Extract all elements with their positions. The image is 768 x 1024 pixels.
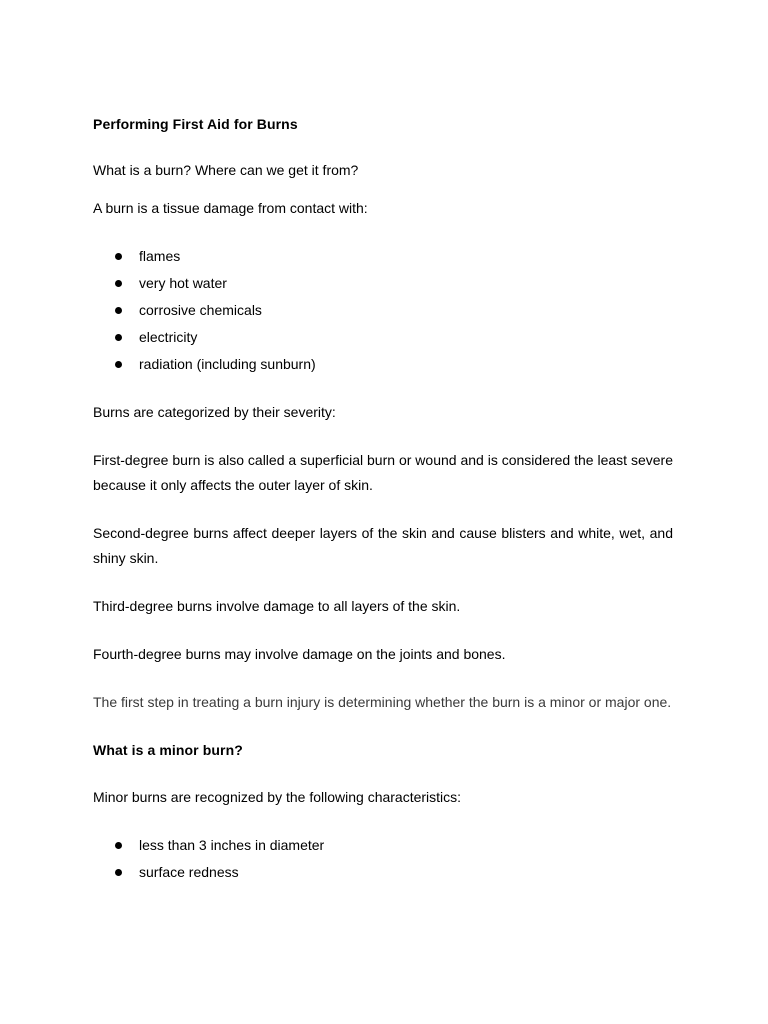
first-step-paragraph: The first step in treating a burn injury is determining whether the burn is a minor or major one. [93, 694, 672, 710]
minor-burn-heading: What is a minor burn? [93, 742, 243, 758]
burn-causes-list [93, 243, 673, 378]
list-item-text: corrosive chemicals [139, 302, 262, 318]
third-degree-paragraph: Third-degree burns involve damage to all layers of the skin. [93, 598, 461, 614]
list-item-text: electricity [139, 329, 198, 345]
list-item [93, 859, 673, 886]
list-item-text: very hot water [139, 275, 227, 291]
bullet-icon [115, 280, 122, 287]
categorized-text: Burns are categorized by their severity: [93, 404, 336, 420]
list-item [93, 832, 673, 859]
list-item-text: less than 3 inches in diameter [139, 837, 325, 853]
bullet-icon [115, 253, 122, 260]
document-page [93, 112, 673, 886]
bullet-icon [115, 307, 122, 314]
burn-question: What is a burn? Where can we get it from? [93, 162, 359, 178]
minor-burn-characteristics-list [93, 832, 673, 886]
first-degree-paragraph: First-degree burn is also called a superficial burn or wound and is considered the least severe because it only affects the outer layer of skin. [93, 452, 673, 493]
bullet-icon [115, 334, 122, 341]
list-item [93, 297, 673, 324]
list-item [93, 324, 673, 351]
list-item [93, 351, 673, 378]
list-item-text: flames [139, 248, 181, 264]
list-item [93, 243, 673, 270]
burn-definition: A burn is a tissue damage from contact with: [93, 200, 368, 216]
bullet-icon [115, 361, 122, 368]
bullet-icon [115, 842, 122, 849]
bullet-icon [115, 869, 122, 876]
fourth-degree-paragraph: Fourth-degree burns may involve damage on the joints and bones. [93, 646, 506, 662]
document-title: Performing First Aid for Burns [93, 116, 298, 132]
list-item-text: radiation (including sunburn) [139, 356, 316, 372]
second-degree-paragraph: Second-degree burns affect deeper layers of the skin and cause blisters and white, wet, and shiny skin. [93, 525, 673, 566]
minor-burn-intro: Minor burns are recognized by the following characteristics: [93, 789, 462, 805]
list-item [93, 270, 673, 297]
list-item-text: surface redness [139, 864, 239, 880]
